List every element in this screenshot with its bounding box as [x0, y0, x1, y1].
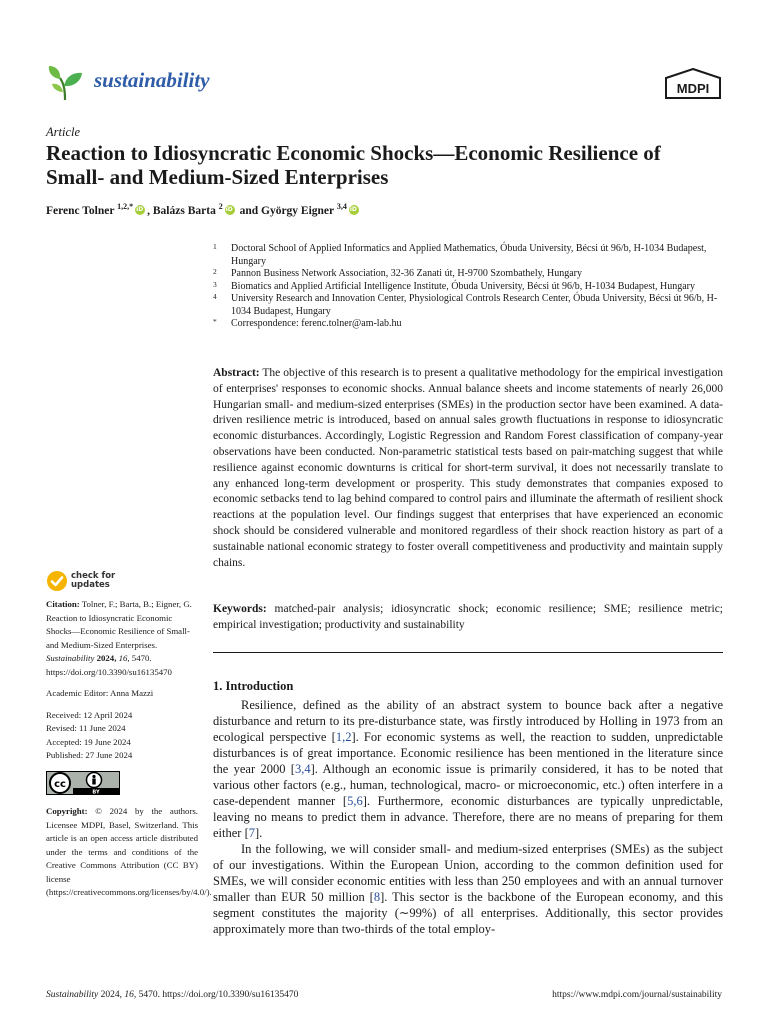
author-affiliation-marker: 2	[218, 202, 223, 211]
orcid-icon[interactable]	[225, 205, 235, 215]
publication-dates	[46, 709, 198, 763]
check-label-line: updates	[71, 580, 110, 590]
affiliation-number: 1	[213, 242, 217, 251]
paragraph-text: Resilience, defined as the ability of an abstract system to bounce back after a negative disturbance and return to its pre-disturbance state, was firstly introduced by Holling in 1973 from an ecological perspective [	[213, 698, 723, 744]
cc-badge-text: BY	[92, 789, 100, 795]
footer-volume: 16,	[124, 990, 137, 1000]
footer-journal: Sustainability	[46, 990, 99, 1000]
check-for-updates-label	[71, 572, 115, 590]
introduction-paragraph	[213, 841, 723, 937]
article-title: Reaction to Idiosyncratic Economic Shocks—Economic Resilience of Small- and Medium-Sized Enterprises	[46, 141, 661, 189]
published-date: Published: 27 June 2024	[46, 750, 133, 760]
copyright-label: Copyright:	[46, 806, 88, 816]
affiliation-text: Biomatics and Applied Artificial Intelligence Institute, Óbuda University, Bécsi út 96/b, H-1034 Budapest, Hungary	[231, 280, 695, 292]
academic-editor: Academic Editor: Anna Mazzi	[46, 688, 154, 698]
svg-text:cc: cc	[54, 778, 66, 790]
affiliation-item	[213, 281, 723, 294]
footer-year: 2024,	[100, 990, 122, 1000]
affiliation-item	[213, 268, 723, 281]
affiliation-item	[213, 243, 723, 268]
introduction-paragraph	[213, 697, 723, 841]
publisher-name: MDPI	[676, 81, 710, 96]
article-type: Article	[46, 125, 81, 139]
citation-reference-link[interactable]: 7	[248, 826, 255, 840]
citation-reference-link[interactable]: 5,6	[347, 794, 363, 808]
paragraph-text: ]. Furthermore, economic disturbances are typically unpredictable, leaving no means to predict them in advance. Therefore, there are no means of preparing for them either [	[213, 794, 723, 840]
check-for-updates-icon	[46, 570, 68, 592]
check-for-updates-button[interactable]	[46, 570, 146, 594]
copyright-text: © 2024 by the authors. Licensee MDPI, Basel, Switzerland. This article is an open access article distributed under the terms and conditions of the Creative Commons Attribution (CC BY) license (https://creativecommons.org/licenses/by/4.0/).	[46, 806, 212, 897]
citation-reference-link[interactable]: 3,4	[294, 762, 311, 776]
keywords-label: Keywords:	[213, 603, 267, 615]
affiliation-text: University Research and Innovation Center, Physiological Controls Research Center, Óbuda University, Bécsi út 96/b, H-1034 Budapest, Hungary	[231, 293, 718, 317]
abstract-label: Abstract:	[213, 367, 260, 379]
affiliation-number: 2	[213, 267, 217, 276]
section-heading: 1. Introduction	[213, 679, 294, 693]
author-affiliation-marker: 3,4	[336, 202, 347, 211]
journal-leaf-logo-icon	[46, 62, 86, 102]
section-divider	[213, 652, 723, 653]
correspondence-marker: *	[213, 317, 217, 326]
paragraph-text: ]. Although an economic issue is primarily considered, it has to be noted that various other factors (e.g., human, technological, macro- or microeconomic, etc.) often interfere in a case-dependent manner [	[213, 762, 723, 808]
orcid-icon[interactable]	[135, 205, 145, 215]
paragraph-text: ]. This sector is the backbone of the European economy, and this segment constitutes the majority (∼99%) of all enterprises. Additionally, this sector provides approximately more than two-thirds of the total employ-	[213, 890, 723, 936]
revised-date: Revised: 11 June 2024	[46, 723, 126, 733]
author-separator: ,	[147, 204, 153, 217]
copyright-block	[46, 805, 212, 900]
citation-year: 2024,	[96, 653, 117, 663]
correspondence-text[interactable]: Correspondence: ferenc.tolner@am-lab.hu	[231, 318, 402, 329]
affiliation-text: Pannon Business Network Association, 32-36 Zanati út, H-9700 Szombathely, Hungary	[231, 268, 582, 279]
journal-name[interactable]: sustainability	[94, 68, 210, 92]
citation-reference-link[interactable]: 8	[373, 890, 381, 904]
author-name[interactable]: György Eigner	[261, 204, 334, 217]
affiliation-number: 4	[213, 292, 217, 301]
keywords-text: matched-pair analysis; idiosyncratic shock; economic resilience; SME; resilience metric; empirical investigation; productivity and sustainability	[213, 603, 724, 631]
footer-citation	[46, 990, 298, 1000]
author-name[interactable]: Balázs Barta	[152, 204, 216, 217]
correspondence-item	[213, 318, 723, 331]
affiliation-number: 3	[213, 279, 217, 289]
citation-doi[interactable]: 5470. https://doi.org/10.3390/su16135470	[46, 653, 172, 677]
citation-journal: Sustainability	[46, 653, 95, 663]
abstract-text: The objective of this research is to present a qualitative methodology for the empirical investigation of enterprises' responses to economic shocks. Annual balance sheets and income statements of nearly 26,000 Hungarian small- and medium-sized enterprises (SMEs) in the production sector have been examined. A data-driven resilience metric is introduced, based on annual sales growth fluctuations in response to idiosyncratic economic disturbances. Accordingly, Logistic Regression and Random Forest classification of company-year observations have been conducted. Non-parametric statistical tests based on pair-matching suggest that while resilience against economic downturns is critical for short-term survival, it does not necessarily translate to any enhanced long-term development or prosperity. This study demonstrates that companies exposed to economic setbacks tend to lag behind compared to control pairs and illuminate the aftermath of resilient shock reactions at the population level. Our findings suggest that enterprises that have experienced an economic shock should be considered vulnerable and monitored regardless of their shock reaction history as part of a sustainable national economic strategy to foster overall competitiveness and productivity and maintain supply chains.	[213, 367, 723, 569]
article-sidebar	[46, 598, 212, 908]
citation-reference-link[interactable]: 1,2	[335, 730, 352, 744]
paragraph-text: ].	[255, 826, 263, 840]
received-date: Received: 12 April 2024	[46, 709, 133, 720]
citation-label: Citation:	[46, 599, 80, 609]
footer-journal-url[interactable]: https://www.mdpi.com/journal/sustainability	[552, 990, 722, 1000]
citation-block	[46, 598, 198, 679]
introduction-body	[213, 697, 723, 937]
check-label-line: check for	[71, 571, 116, 581]
author-name[interactable]: Ferenc Tolner	[46, 204, 115, 217]
mdpi-logo-icon[interactable]	[664, 68, 722, 102]
footer-doi-link[interactable]: 5470. https://doi.org/10.3390/su16135470	[138, 990, 299, 1000]
orcid-icon[interactable]	[349, 205, 359, 215]
cc-by-license-icon[interactable]	[46, 771, 120, 795]
affiliation-item	[213, 293, 723, 318]
author-list	[46, 202, 361, 217]
accepted-date: Accepted: 19 June 2024	[46, 736, 131, 747]
affiliation-text: Doctoral School of Applied Informatics and Applied Mathematics, Óbuda University, Bécsi út 96/b, H-1034 Budapest, Hungary	[231, 243, 707, 267]
abstract	[213, 366, 723, 571]
citation-text: Tolner, F.; Barta, B.; Eigner, G. Reaction to Idiosyncratic Economic Shocks—Economic Resilience of Small- and Medium-Sized Enterprises.	[46, 599, 192, 650]
paragraph-text: ]. For economic systems as well, the reaction to sudden, unpredictable disturbances is of great importance. Economic resilience has been mentioned in the literature since the year 2000 [	[213, 730, 723, 776]
author-separator: and	[236, 204, 261, 217]
affiliation-list	[213, 243, 723, 331]
paragraph-text: In the following, we will consider small- and medium-sized enterprises (SMEs) as the subject of our investigations. Within the European Union, according to the common definition used for SMEs, we will consider economic entities with less than 250 employees and with an annual turnover smaller than EUR 50 million [	[213, 842, 723, 904]
keywords	[213, 602, 723, 634]
author-affiliation-marker: 1,2,*	[117, 202, 134, 211]
citation-volume: 16,	[118, 653, 130, 663]
